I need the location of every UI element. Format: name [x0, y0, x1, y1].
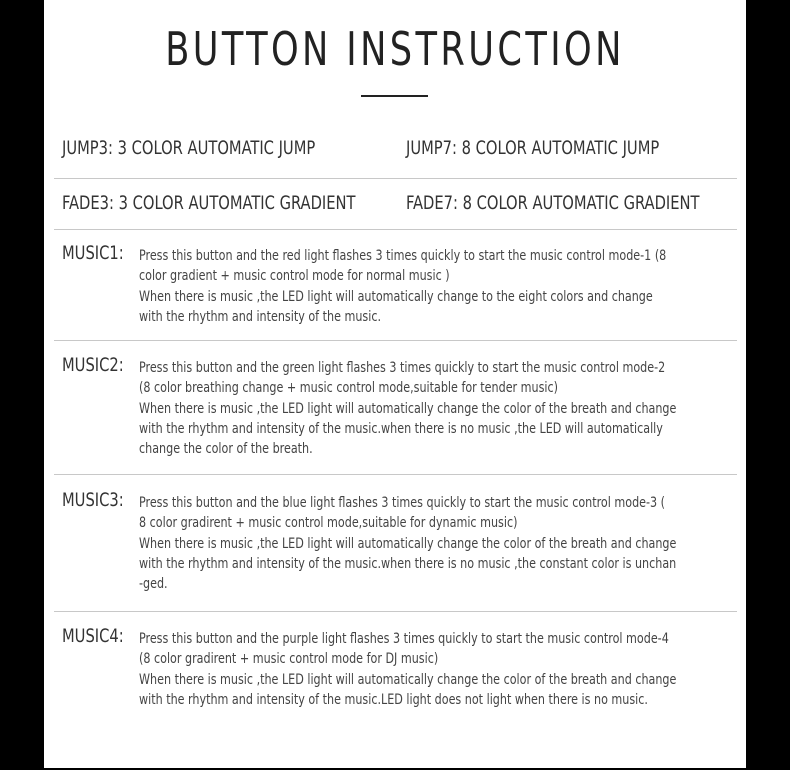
fade7-description: FADE7: 8 COLOR AUTOMATIC GRADIENT — [406, 192, 700, 214]
divider — [54, 474, 737, 475]
text-line: Press this button and the green light flashes 3 times quickly to start the music control mode-2 — [139, 360, 666, 376]
text-line: Press this button and the red light flashes 3 times quickly to start the music control mode-1 (8 — [139, 248, 667, 264]
instruction-panel — [44, 0, 746, 768]
text-line: When there is music ,the LED light will automatically change the color of the breath and change — [139, 535, 677, 552]
text-line: When there is music ,the LED light will automatically change to the eight colors and change — [139, 288, 653, 305]
music1-label: MUSIC1: — [62, 242, 124, 264]
text-line: change the color of the breath. — [139, 441, 313, 458]
divider — [54, 340, 737, 341]
music2-label: MUSIC2: — [62, 354, 124, 376]
text-line: with the rhythm and intensity of the music. — [139, 308, 382, 325]
music2-text — [139, 358, 738, 459]
divider — [54, 229, 737, 230]
text-line: (8 color breathing change + music control mode,suitable for tender music) — [139, 380, 559, 397]
text-line: 8 color gradirent + music control mode,suitable for dynamic music) — [139, 515, 518, 532]
divider — [54, 611, 737, 612]
text-line: When there is music ,the LED light will automatically change the color of the breath and change — [139, 400, 677, 417]
text-line: (8 color gradirent + music control mode for DJ music) — [139, 651, 439, 668]
text-line: with the rhythm and intensity of the music.LED light does not light when there is no music. — [139, 691, 648, 708]
music4-label: MUSIC4: — [62, 625, 124, 647]
text-line: Press this button and the purple light flashes 3 times quickly to start the music control mode-4 — [139, 631, 669, 647]
text-line: Press this button and the blue light flashes 3 times quickly to start the music control mode-3 ( — [139, 495, 666, 511]
music3-text — [139, 493, 738, 594]
jump7-description: JUMP7: 8 COLOR AUTOMATIC JUMP — [406, 137, 660, 159]
text-line: When there is music ,the LED light will automatically change the color of the breath and change — [139, 671, 677, 688]
text-line: color gradient + music control mode for normal music ) — [139, 268, 450, 285]
divider — [54, 178, 737, 179]
page-title: BUTTON INSTRUCTION — [165, 22, 625, 76]
music1-text — [139, 246, 738, 327]
music4-text — [139, 629, 738, 710]
title-underline — [361, 95, 428, 97]
text-line: with the rhythm and intensity of the music.when there is no music ,the constant color is unchan — [139, 555, 677, 572]
fade3-description: FADE3: 3 COLOR AUTOMATIC GRADIENT — [62, 192, 356, 214]
music3-label: MUSIC3: — [62, 489, 124, 511]
text-line: with the rhythm and intensity of the music.when there is no music ,the LED will automatically — [139, 420, 663, 437]
text-line: -ged. — [139, 576, 168, 593]
jump3-description: JUMP3: 3 COLOR AUTOMATIC JUMP — [62, 137, 316, 159]
